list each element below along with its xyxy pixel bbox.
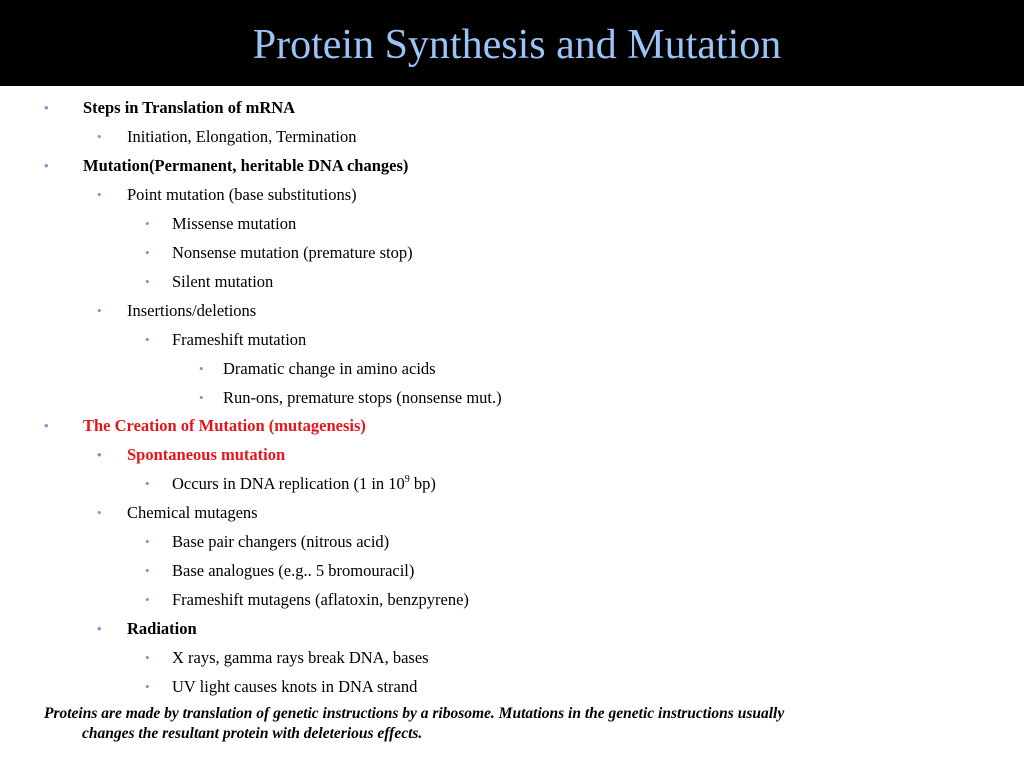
list-item [145,473,436,494]
list-item-text: Chemical mutagens [127,503,258,522]
list-item-text: Spontaneous mutation [127,445,286,464]
list-item [145,677,418,697]
list-item [44,416,366,436]
list-item-text: Insertions/deletions [127,301,257,320]
bullet-icon: • [44,158,49,173]
bullet-icon: • [145,332,150,347]
slide-title: Protein Synthesis and Mutation [252,22,782,68]
bullet-icon: • [145,563,150,578]
exponent: 9 [404,473,410,485]
list-item-text: The Creation of Mutation (mutagenesis) [83,416,366,435]
list-item [145,214,297,234]
bullet-icon: • [145,592,150,607]
list-item-text: Initiation, Elongation, Termination [127,127,357,146]
list-item-text: Mutation(Permanent, heritable DNA changes) [83,156,409,175]
list-item-text: Frameshift mutation [172,330,307,349]
list-item [145,561,415,581]
list-item-text: Radiation [127,619,197,638]
list-item-text: Steps in Translation of mRNA [83,98,296,117]
list-item [44,156,409,176]
bullet-icon: • [145,679,150,694]
list-item-text: Frameshift mutagens (aflatoxin, benzpyrene) [172,590,469,609]
list-item [97,445,286,465]
list-item [97,185,357,205]
list-item [145,532,390,552]
list-item [145,330,307,350]
bullet-icon: • [97,621,102,636]
bullet-icon: • [145,650,150,665]
bullet-icon: • [145,245,150,260]
bullet-icon: • [145,476,150,491]
bullet-icon: • [97,303,102,318]
bullet-icon: • [44,100,49,115]
list-item-text: Base pair changers (nitrous acid) [172,532,390,551]
bullet-icon: • [145,534,150,549]
list-item [199,388,502,408]
bullet-icon: • [97,129,102,144]
list-item-text: Dramatic change in amino acids [223,359,436,378]
list-item-text: Base analogues (e.g.. 5 bromouracil) [172,561,415,580]
list-item [145,590,469,610]
list-item [97,301,257,321]
list-item [145,272,274,292]
list-item-text: Missense mutation [172,214,297,233]
list-item-text: X rays, gamma rays break DNA, bases [172,648,429,667]
list-item-text: Point mutation (base substitutions) [127,185,357,204]
list-item-text: Silent mutation [172,272,274,291]
bullet-icon: • [199,361,204,376]
bullet-icon: • [97,187,102,202]
bullet-icon: • [145,274,150,289]
bullet-icon: • [97,505,102,520]
footer-line-1: Proteins are made by translation of genetic instructions by a ribosome. Mutations in the genetic instructions usually [44,705,785,722]
list-item-text: UV light causes knots in DNA strand [172,677,418,696]
footer-line-2: changes the resultant protein with deleterious effects. [82,725,423,742]
bullet-icon: • [44,418,49,433]
list-item-text: Occurs in DNA replication (1 in 10 [172,474,405,493]
list-item [145,648,429,668]
list-item [44,98,296,118]
footer-note [44,704,944,744]
bullet-icon: • [145,216,150,231]
list-item-text: Nonsense mutation (premature stop) [172,243,413,262]
bullet-icon: • [97,447,102,462]
list-item [97,503,258,523]
list-item [145,243,413,263]
bullet-icon: • [199,390,204,405]
list-item [199,359,436,379]
list-item [97,619,197,639]
list-item-text: bp) [409,474,436,493]
list-item [97,127,357,147]
list-item-text: Run-ons, premature stops (nonsense mut.) [223,388,502,407]
